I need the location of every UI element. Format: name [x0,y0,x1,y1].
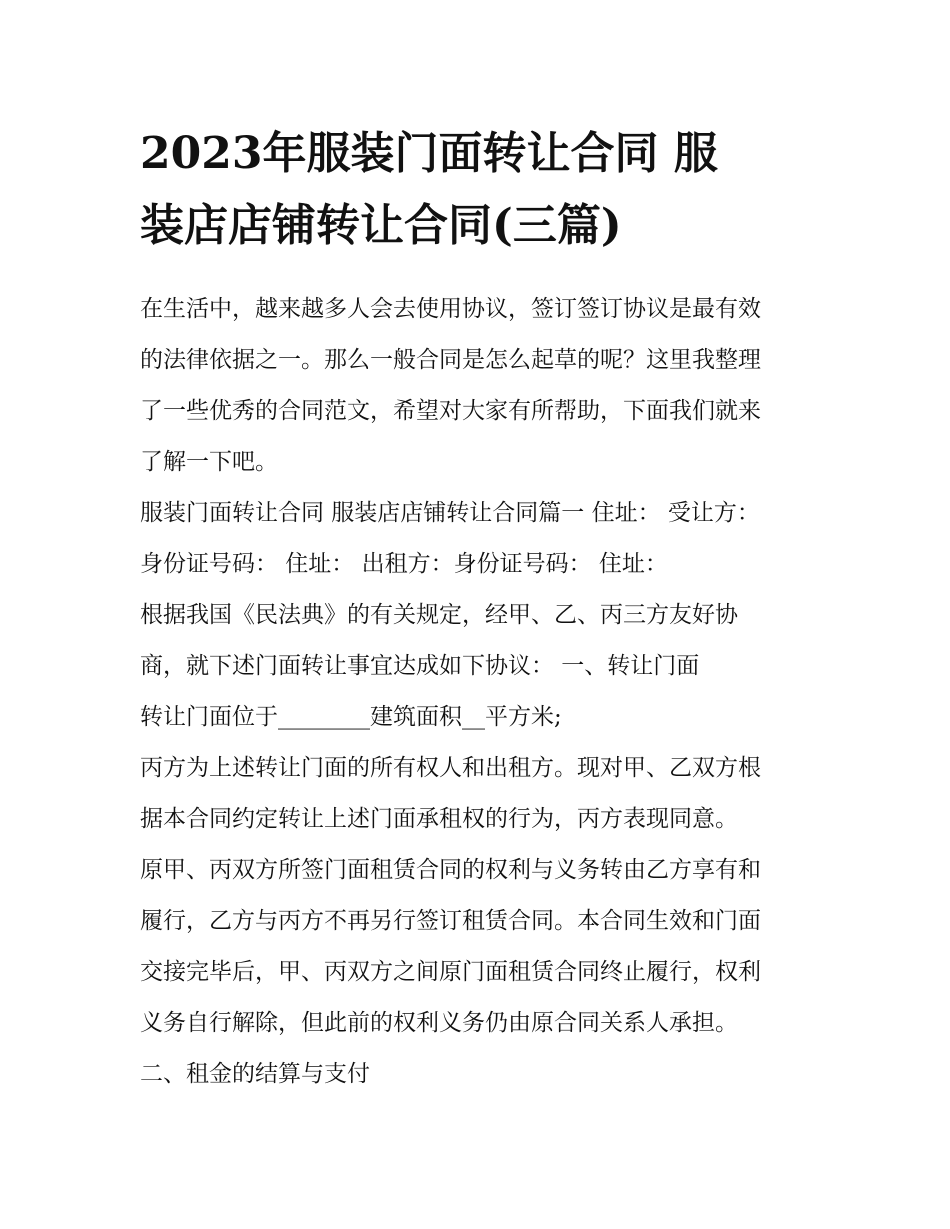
body-line-owner-2: 据本合同约定转让上述门面承租权的行为，丙方表现同意。 [140,806,738,832]
body-line-rights-3: 交接完毕后，甲、丙双方之间原门面租赁合同终止履行，权利 [140,959,761,985]
body-line-intro-4: 了解一下吧。 [140,449,278,475]
body-line-rights-4: 义务自行解除，但此前的权利义务仍由原合同关系人承担。 [140,1010,738,1036]
document-body [140,284,820,1100]
section-heading-rent: 二、租金的结算与支付 [140,1061,370,1087]
body-line-rights-2: 履行，乙方与丙方不再另行签订租赁合同。本合同生效和门面 [140,908,761,934]
document-page [140,118,820,1100]
title-line-2: 装店店铺转让合同(三篇) [140,200,622,251]
body-line-preamble-2: 商，就下述门面转让事宜达成如下协议： 一、转让门面 [140,653,700,679]
body-line-intro-2: 的法律依据之一。那么一般合同是怎么起草的呢？这里我整理 [140,347,761,373]
body-line-location: 转让门面位于________建筑面积__平方米; [140,704,562,730]
body-line-parties-2: 身份证号码： 住址： 出租方：身份证号码： 住址： [140,551,668,577]
body-line-intro-3: 了一些优秀的合同范文，希望对大家有所帮助，下面我们就来 [140,398,761,424]
document-title [140,118,820,262]
body-line-parties-1: 服装门面转让合同 服装店店铺转让合同篇一 住址： 受让方： [140,500,760,526]
body-line-rights-1: 原甲、丙双方所签门面租赁合同的权利与义务转由乙方享有和 [140,857,761,883]
body-line-intro-1: 在生活中，越来越多人会去使用协议，签订签订协议是最有效 [140,296,761,322]
title-line-1: 2023年服装门面转让合同 服 [140,128,718,179]
body-line-owner-1: 丙方为上述转让门面的所有权人和出租方。现对甲、乙双方根 [140,755,761,781]
body-line-preamble-1: 根据我国《民法典》的有关规定，经甲、乙、丙三方友好协 [140,602,738,628]
